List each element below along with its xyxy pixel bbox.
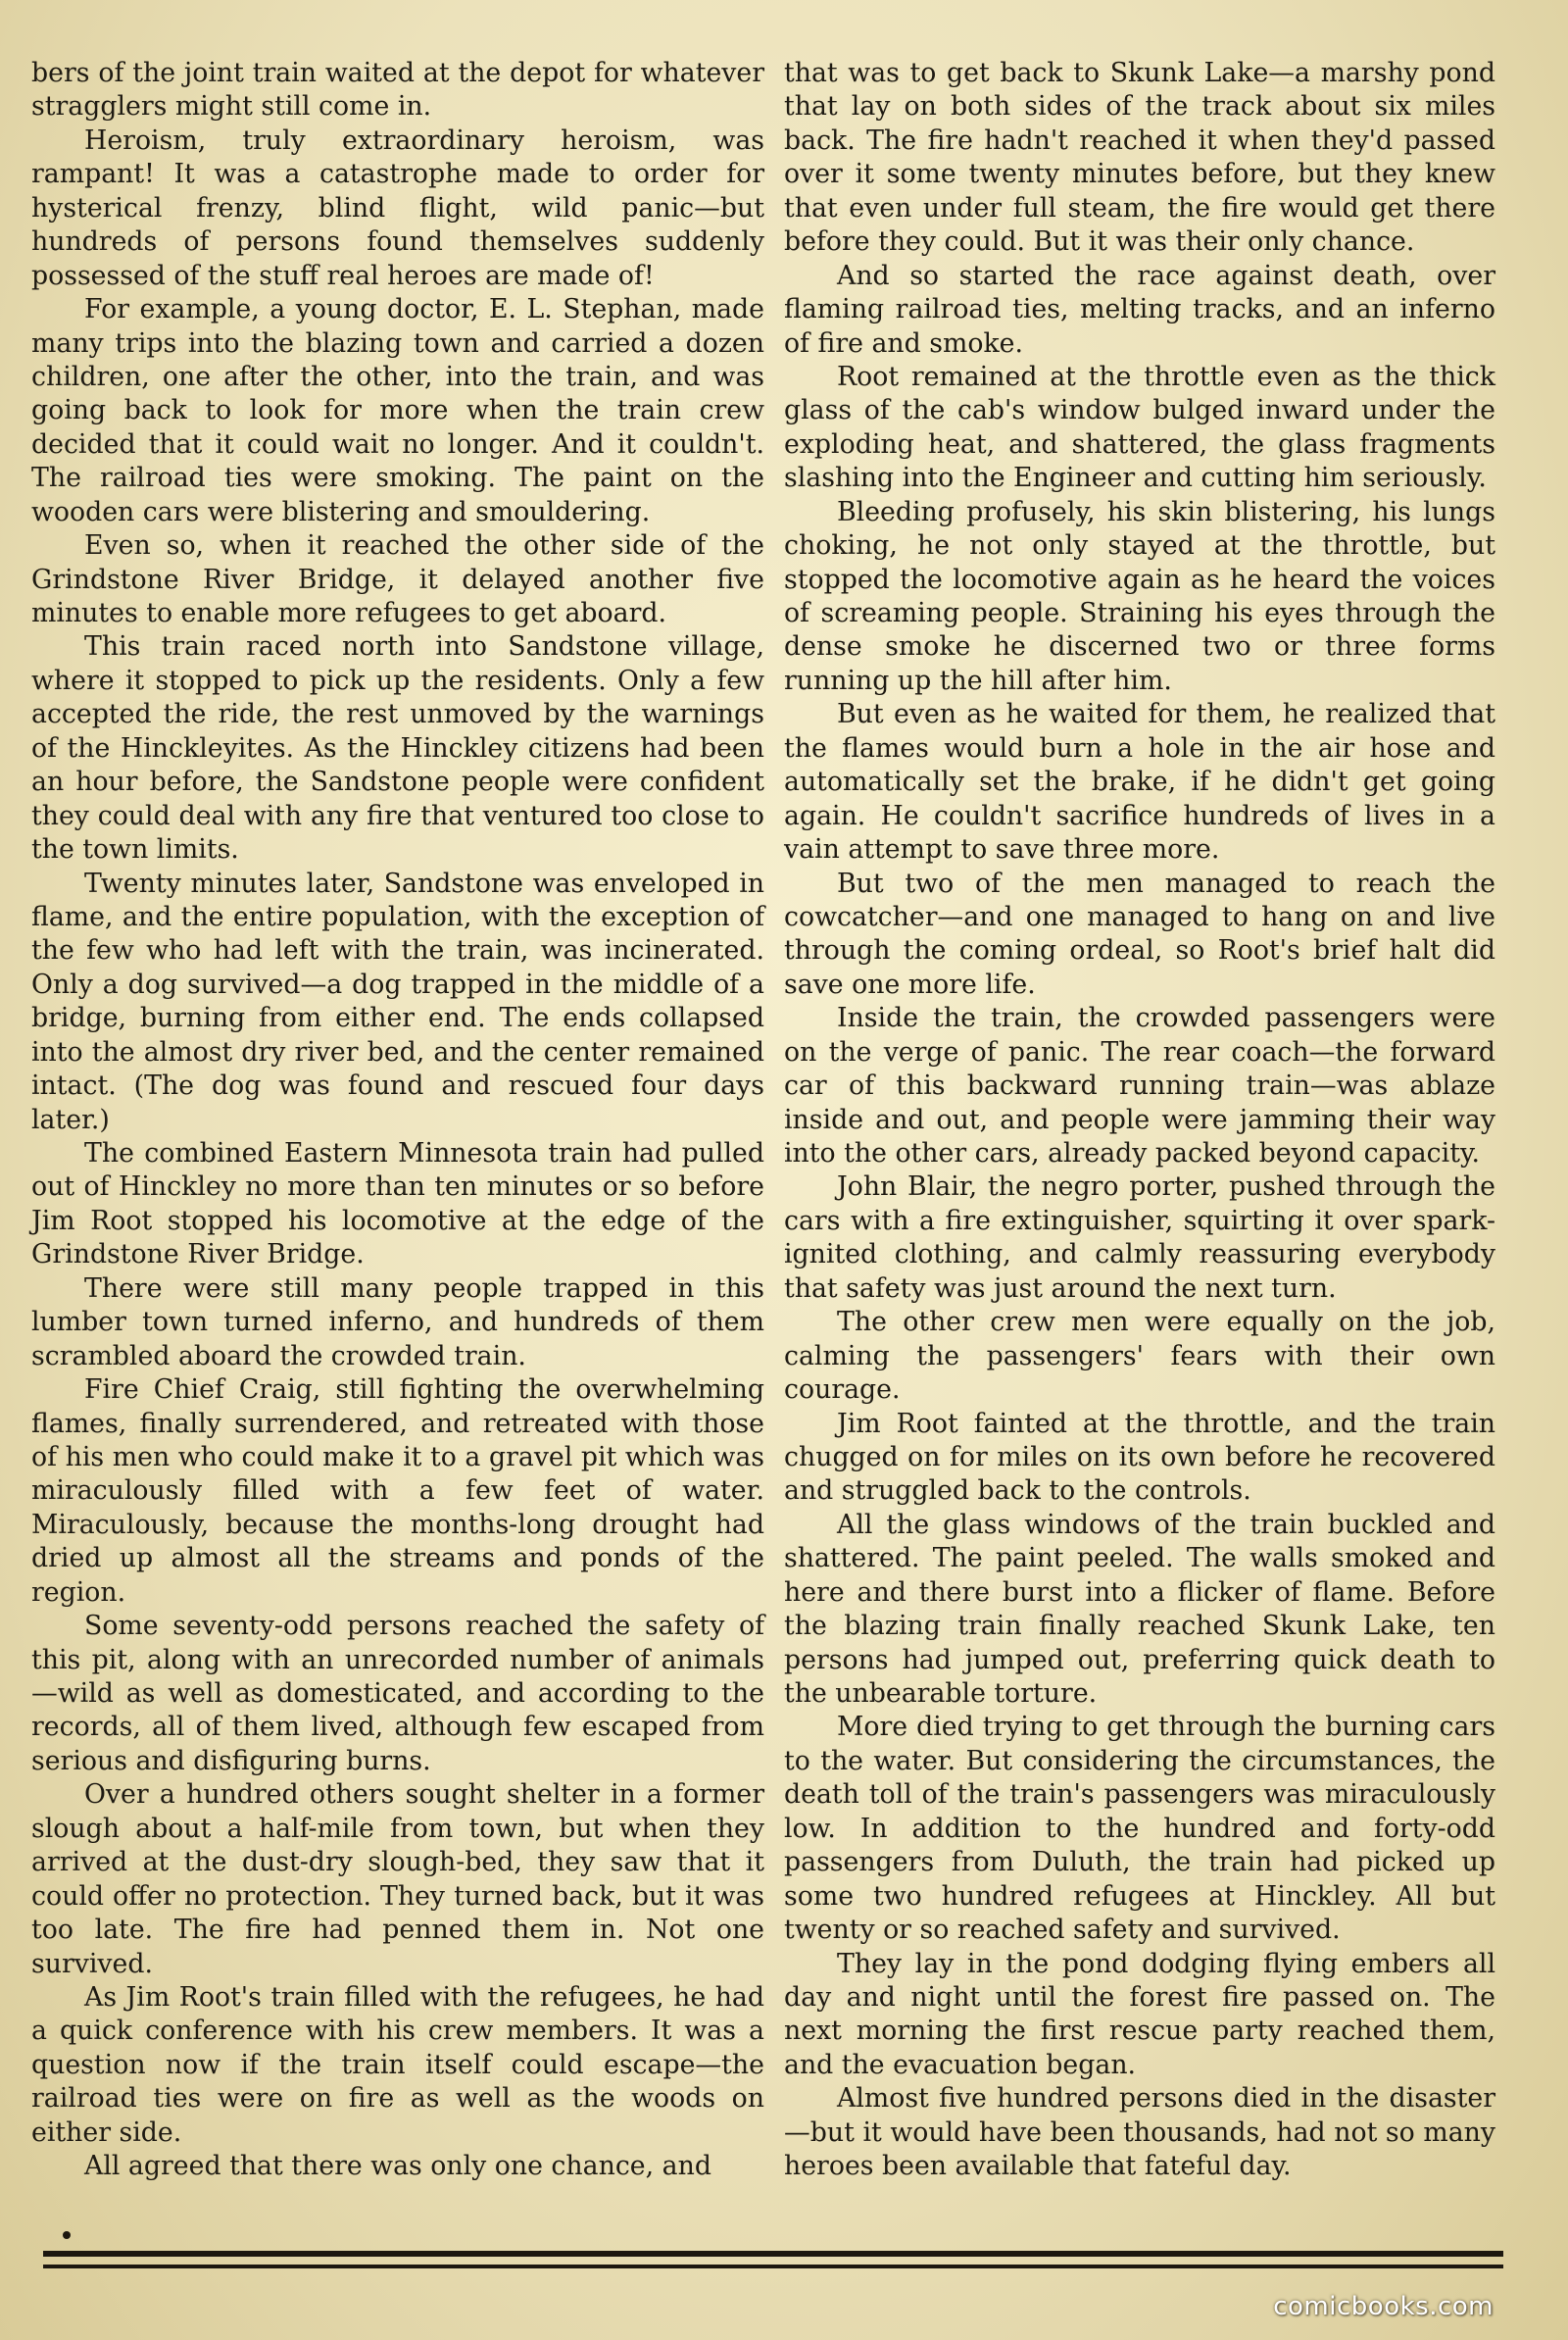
article-paragraph: Almost five hundred persons died in the disaster—but it would have been thousands, had not so many heroes been available that fateful day.: [784, 2083, 1495, 2182]
article-paragraph: Root remained at the throttle even as the thick glass of the cab's window bulged inward under the exploding heat, and shattered, the glass fragments slashing into the Engineer and cutting him seriously.: [784, 361, 1495, 494]
bottom-rule-thin: [43, 2265, 1503, 2268]
article-paragraph: For example, a young doctor, E. L. Stephan, made many trips into the blazing town and carried a dozen children, one after the other, into the train, and was going back to look for more when the train crew decided that it could wait no longer. And it couldn't. The railroad ties were smoking. The paint on the wooden cars were blistering and smouldering.: [31, 294, 764, 527]
article-paragraph: And so started the race against death, over flaming railroad ties, melting tracks, and an inferno of fire and smoke.: [784, 260, 1495, 359]
article-paragraph: But even as he waited for them, he realized that the flames would burn a hole in the air hose and automatically set the brake, if he didn't get going again. He couldn't sacrifice hundreds of lives in a vain attempt to save three more.: [784, 699, 1495, 866]
article-paragraph: The combined Eastern Minnesota train had pulled out of Hinckley no more than ten minutes or so before Jim Root stopped his locomotive at the edge of the Grindstone River Bridge.: [31, 1138, 764, 1270]
article-paragraph: Some seventy-odd persons reached the safety of this pit, along with an unrecorded number of animals—wild as well as domesticated, and according to the records, all of them lived, although few escaped from serious and disfiguring burns.: [31, 1611, 764, 1776]
article-paragraph: bers of the joint train waited at the depot for whatever stragglers might still come in.: [31, 58, 764, 123]
article-paragraph: This train raced north into Sandstone village, where it stopped to pick up the residents. Only a few accepted the ride, the rest unmoved by the warnings of the Hinckleyites. As the Hinckley citizens had been an hour before, the Sandstone people were confident they could deal with any fire that ventured too close to the town limits.: [31, 631, 764, 866]
article-paragraph: They lay in the pond dodging flying embers all day and night until the forest fire passed on. The next morning the first rescue party reached them, and the evacuation began.: [784, 1948, 1495, 2080]
article-paragraph: John Blair, the negro porter, pushed through the cars with a fire extinguisher, squirting it over spark-ignited clothing, and calmly reassuring everybody that safety was just around the next turn.: [784, 1171, 1495, 1304]
article-paragraph: All agreed that there was only one chance, and: [84, 2151, 711, 2182]
article-paragraph: The other crew men were equally on the job, calming the passengers' fears with their own courage.: [784, 1307, 1495, 1406]
article-paragraph: Twenty minutes later, Sandstone was enveloped in flame, and the entire population, with the exception of the few who had left with the train, was incinerated. Only a dog survived—a dog trapped in the middle of a bridge, burning from either end. The ends collapsed into the almost dry river bed, and the center remained intact. (The dog was found and rescued four days later.): [31, 868, 764, 1135]
article-paragraph: There were still many people trapped in this lumber town turned inferno, and hundreds of them scrambled aboard the crowded train.: [31, 1272, 764, 1371]
left-text-column: [31, 57, 764, 2184]
bullet-mark: [63, 2231, 71, 2239]
right-text-column: [784, 57, 1495, 2184]
article-paragraph: Jim Root fainted at the throttle, and the train chugged on for miles on its own before he recovered and struggled back to the controls.: [784, 1408, 1495, 1507]
article-paragraph: Over a hundred others sought shelter in a former slough about a half-mile from town, but when they arrived at the dust-dry slough-bed, they saw that it could offer no protection. They turned back, but it was too late. The fire had penned them in. Not one survived.: [31, 1779, 764, 1979]
article-paragraph: Even so, when it reached the other side of the Grindstone River Bridge, it delayed another five minutes to enable more refugees to get aboard.: [31, 530, 764, 628]
article-paragraph: All the glass windows of the train buckled and shattered. The paint peeled. The walls smoked and here and there burst into a flicker of flame. Before the blazing train finally reached Skunk Lake, ten persons had jumped out, preferring quick death to the unbearable torture.: [784, 1509, 1495, 1709]
article-paragraph: Heroism, truly extraordinary heroism, was rampant! It was a catastrophe made to order for hysterical frenzy, blind flight, wild panic—but hundreds of persons found themselves suddenly possessed of the stuff real heroes are made of!: [31, 124, 764, 291]
article-paragraph: As Jim Root's train filled with the refugees, he had a quick conference with his crew members. It was a question now if the train itself could escape—the railroad ties were on fire as well as the woods on either side.: [31, 1981, 764, 2148]
article-paragraph: Inside the train, the crowded passengers were on the verge of panic. The rear coach—the forward car of this backward running train—was ablaze inside and out, and people were jamming their way into the other cars, already packed beyond capacity.: [784, 1003, 1495, 1169]
article-paragraph: Fire Chief Craig, still fighting the overwhelming flames, finally surrendered, and retreated with those of his men who could make it to a gravel pit which was miraculously filled with a few feet of water. Miraculously, because the months-long drought had dried up almost all the streams and ponds of the region.: [31, 1374, 764, 1608]
bottom-rule-thick: [43, 2251, 1503, 2257]
watermark-credit: comicbooks.com: [1273, 2292, 1494, 2321]
article-paragraph: But two of the men managed to reach the cowcatcher—and one managed to hang on and live through the coming ordeal, so Root's brief halt did save one more life.: [784, 868, 1495, 1000]
article-paragraph: More died trying to get through the burning cars to the water. But considering the circumstances, the death toll of the train's passengers was miraculously low. In addition to the hundred and forty-odd passengers from Duluth, the train had picked up some two hundred refugees at Hinckley. All but twenty or so reached safety and survived.: [784, 1712, 1495, 1946]
article-paragraph: Bleeding profusely, his skin blistering, his lungs choking, he not only stayed at the throttle, but stopped the locomotive again as he heard the voices of screaming people. Straining his eyes through the dense smoke he discerned two or three forms running up the hill after him.: [784, 496, 1495, 696]
article-paragraph: that was to get back to Skunk Lake—a marshy pond that lay on both sides of the track about six miles back. The fire hadn't reached it when they'd passed over it some twenty minutes before, but they knew that even under full steam, the fire would get there before they could. But it was their only chance.: [784, 58, 1495, 258]
